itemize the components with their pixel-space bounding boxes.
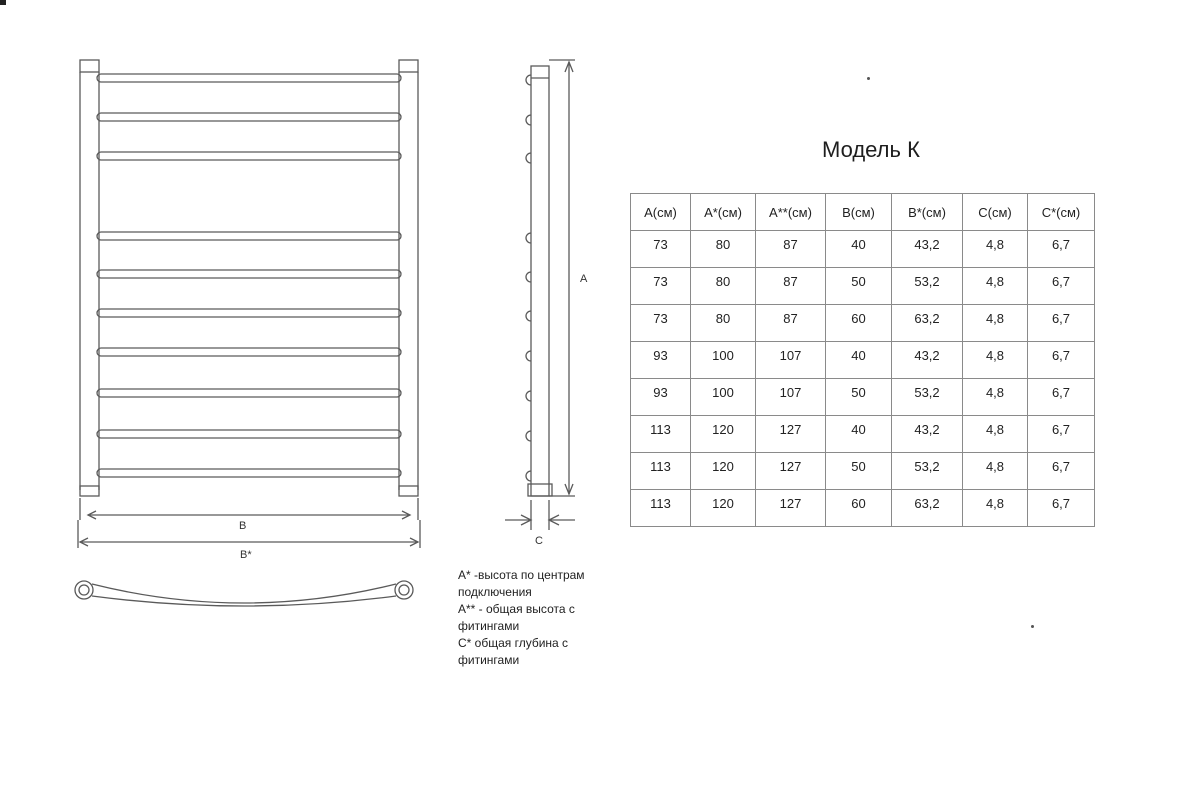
label-b: B <box>239 520 247 532</box>
table-cell: 87 <box>756 305 826 342</box>
table-cell: 6,7 <box>1028 379 1095 416</box>
table-cell: 4,8 <box>963 379 1028 416</box>
table-row <box>631 342 1095 379</box>
table-cell: 40 <box>826 231 892 268</box>
table-cell: 4,8 <box>963 416 1028 453</box>
table-cell: 6,7 <box>1028 231 1095 268</box>
right-bottom-fitting <box>399 486 418 496</box>
table-cell: 4,8 <box>963 268 1028 305</box>
rung <box>97 469 401 477</box>
note-line: A** - общая высота с <box>458 602 575 616</box>
table-cell: 63,2 <box>892 305 963 342</box>
table-row <box>631 416 1095 453</box>
rung <box>97 232 401 240</box>
table-cell: 43,2 <box>892 231 963 268</box>
right-top-fitting <box>399 60 418 72</box>
table-cell: 4,8 <box>963 231 1028 268</box>
table-cell: 6,7 <box>1028 305 1095 342</box>
table-row <box>631 379 1095 416</box>
table-cell: 73 <box>631 231 691 268</box>
table-cell: 4,8 <box>963 490 1028 527</box>
rung <box>97 152 401 160</box>
table-cell: 53,2 <box>892 453 963 490</box>
rung <box>97 270 401 278</box>
table-cell: 40 <box>826 416 892 453</box>
column-header: C(см) <box>963 194 1028 231</box>
rung <box>97 74 401 82</box>
table-cell: 87 <box>756 231 826 268</box>
table-row <box>631 268 1095 305</box>
table-cell: 43,2 <box>892 416 963 453</box>
table-cell: 87 <box>756 268 826 305</box>
table-cell: 73 <box>631 268 691 305</box>
rung <box>97 348 401 356</box>
table-cell: 4,8 <box>963 453 1028 490</box>
rung-end <box>526 431 531 441</box>
label-c: C <box>535 535 543 547</box>
table-cell: 73 <box>631 305 691 342</box>
rung <box>97 113 401 121</box>
table-cell: 6,7 <box>1028 453 1095 490</box>
table-row <box>631 305 1095 342</box>
side-view-rung-ends <box>526 75 531 481</box>
rung-end <box>526 391 531 401</box>
table-cell: 80 <box>691 305 756 342</box>
note-line: подключения <box>458 585 532 599</box>
table-cell: 113 <box>631 453 691 490</box>
dimension-b-star <box>78 520 420 548</box>
rung-end <box>526 75 531 85</box>
note-line: фитингами <box>458 653 520 667</box>
column-header: B(см) <box>826 194 892 231</box>
scan-speck <box>1031 625 1034 628</box>
table-cell: 93 <box>631 379 691 416</box>
rung <box>97 430 401 438</box>
rung-end <box>526 471 531 481</box>
rung <box>97 309 401 317</box>
table-header-row <box>631 194 1095 231</box>
table-row <box>631 231 1095 268</box>
rung-end <box>526 233 531 243</box>
dimension-notes <box>458 567 638 669</box>
scan-mark <box>0 0 6 5</box>
label-a: A <box>580 273 588 285</box>
table-cell: 80 <box>691 231 756 268</box>
table-cell: 50 <box>826 453 892 490</box>
side-view <box>505 60 575 530</box>
rung-end <box>526 311 531 321</box>
left-top-fitting <box>80 60 99 72</box>
table-cell: 120 <box>691 416 756 453</box>
table-cell: 40 <box>826 342 892 379</box>
left-bottom-fitting <box>80 486 99 496</box>
table-cell: 6,7 <box>1028 342 1095 379</box>
table-cell: 50 <box>826 268 892 305</box>
table-cell: 93 <box>631 342 691 379</box>
column-header: B*(см) <box>892 194 963 231</box>
table-cell: 6,7 <box>1028 490 1095 527</box>
dimensions-table <box>630 193 1095 527</box>
label-b-star: B* <box>240 549 252 561</box>
top-view <box>75 581 413 606</box>
rung-end <box>526 351 531 361</box>
table-cell: 113 <box>631 490 691 527</box>
dimension-b <box>80 498 418 520</box>
table-cell: 6,7 <box>1028 416 1095 453</box>
table-cell: 53,2 <box>892 379 963 416</box>
table-cell: 6,7 <box>1028 268 1095 305</box>
rung-end <box>526 115 531 125</box>
front-view-rungs <box>97 74 401 477</box>
table-cell: 120 <box>691 453 756 490</box>
scan-speck <box>867 77 870 80</box>
column-header: A(см) <box>631 194 691 231</box>
table-cell: 113 <box>631 416 691 453</box>
table-cell: 127 <box>756 416 826 453</box>
note-line: A* -высота по центрам <box>458 568 585 582</box>
table-cell: 80 <box>691 268 756 305</box>
column-header: C*(см) <box>1028 194 1095 231</box>
table-row <box>631 453 1095 490</box>
table-cell: 60 <box>826 490 892 527</box>
table-cell: 120 <box>691 490 756 527</box>
note-line: C* общая глубина с <box>458 636 569 650</box>
table-cell: 4,8 <box>963 305 1028 342</box>
rung <box>97 389 401 397</box>
table-cell: 43,2 <box>892 342 963 379</box>
column-header: A**(см) <box>756 194 826 231</box>
table-cell: 60 <box>826 305 892 342</box>
table-body <box>631 231 1095 527</box>
table-cell: 50 <box>826 379 892 416</box>
rung-end <box>526 272 531 282</box>
table-cell: 100 <box>691 342 756 379</box>
table-cell: 100 <box>691 379 756 416</box>
table-cell: 107 <box>756 342 826 379</box>
table-cell: 63,2 <box>892 490 963 527</box>
table-cell: 4,8 <box>963 342 1028 379</box>
note-line: фитингами <box>458 619 520 633</box>
column-header: A*(см) <box>691 194 756 231</box>
table-cell: 127 <box>756 490 826 527</box>
table-cell: 107 <box>756 379 826 416</box>
table-cell: 127 <box>756 453 826 490</box>
table-row <box>631 490 1095 527</box>
table-cell: 53,2 <box>892 268 963 305</box>
model-title: Модель К <box>822 137 920 162</box>
rung-end <box>526 153 531 163</box>
